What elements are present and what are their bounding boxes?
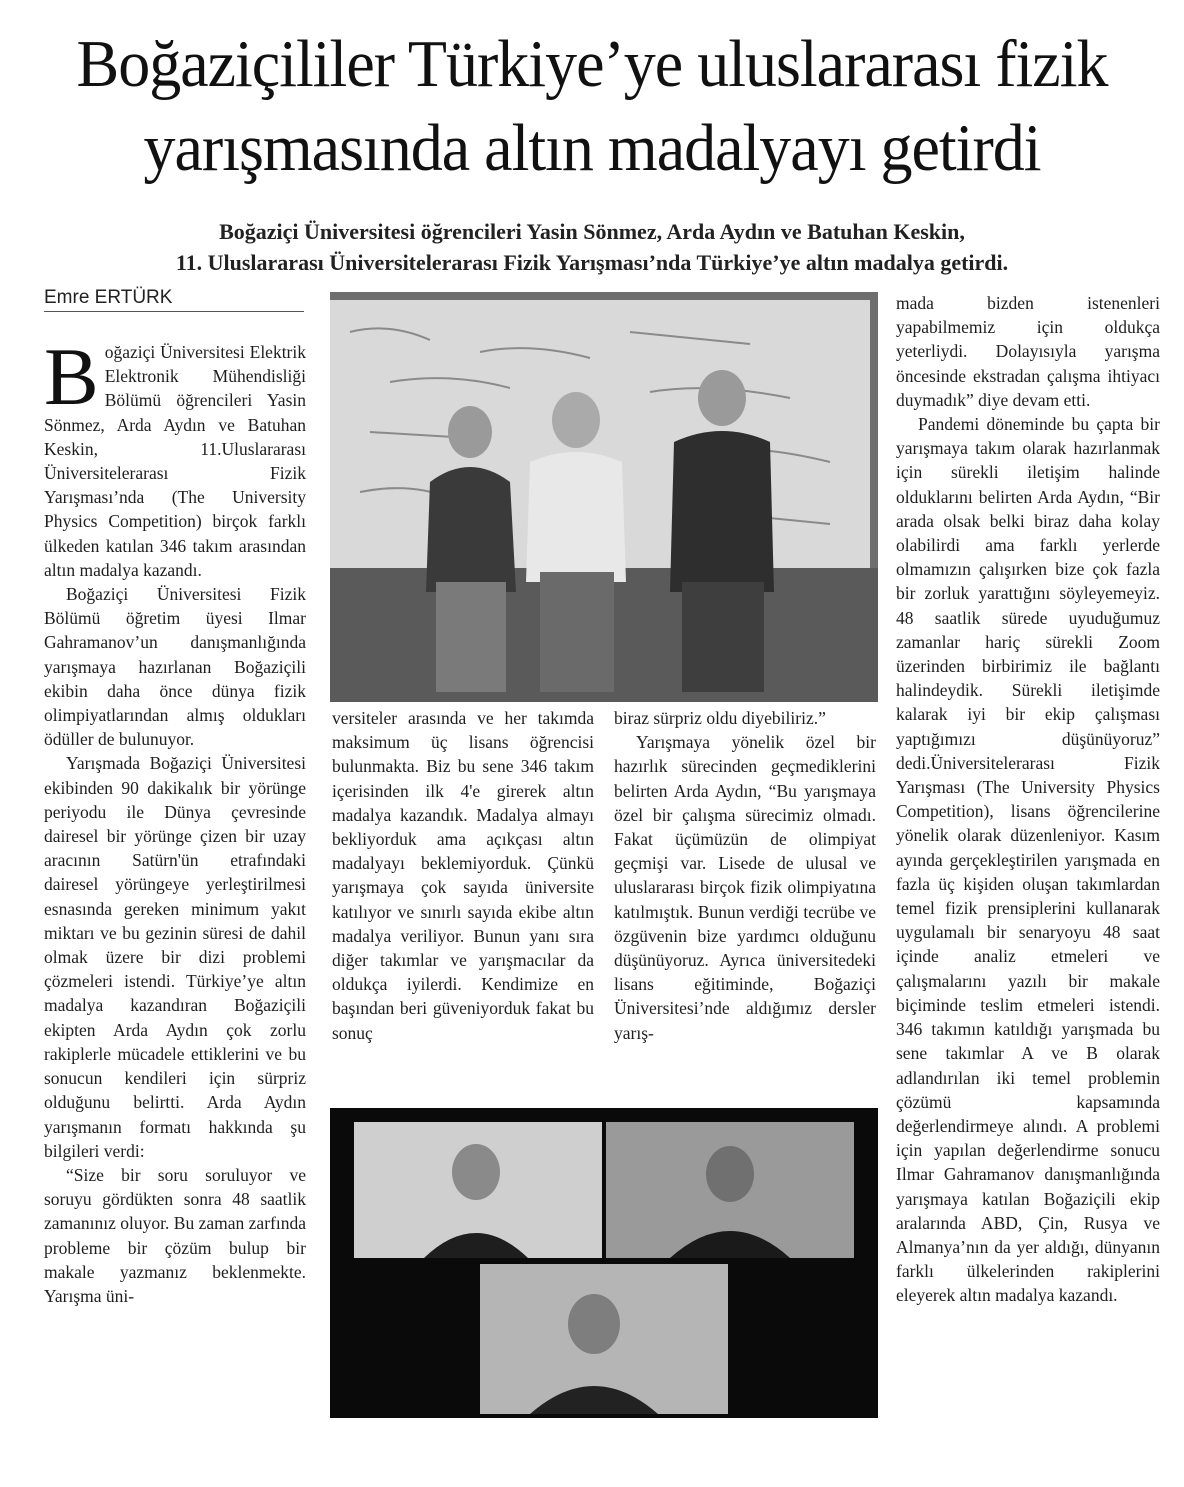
byline: Emre ERTÜRK: [44, 287, 304, 312]
paragraph: Boğaziçi Üniversitesi Fizik Bölümü öğretim üyesi Ilmar Gahramanov’un danışmanlığında yarışmaya hazırlanan Boğaziçili ekibin daha önce dünya fizik olimpiyatlarından almış oldukları ödüller de bulunuyor.: [44, 584, 306, 750]
deck-line-1: Boğaziçi Üniversitesi öğrencileri Yasin Sönmez, Arda Aydın ve Batuhan Keskin,: [219, 219, 965, 244]
paragraph: “Size bir soru soruluyor ve soruyu gördükten sonra 48 saatlik zamanınız oluyor. Bu zaman zarfında probleme bir çözüm bulup bir makale yazmanız beklenmekte. Yarışma üni-: [44, 1164, 306, 1306]
paragraph: biraz sürpriz oldu diyebiliriz.”: [614, 708, 826, 728]
dropcap: B: [44, 331, 99, 422]
paragraph: Yarışmaya yönelik özel bir hazırlık sürecinden geçmediklerini belirten Arda Aydın, “Bu yarışmaya özel bir çalışma sürecimiz olmadı. Fakat üçümüzün de olimpiyat geçmişi var. Lisede de ulusal ve uluslararası birçok fizik olimpiyatına katılmıştık. Bunun verdiği tecrübe ve özgüvenin bize yardımcı olduğunu düşünüyoruz. Ayrıca üniversitedeki lisans eğitiminde, Boğaziçi Üniversitesi’nde aldığımız dersler yarış-: [614, 732, 876, 1043]
deck-line-2: 11. Uluslararası Üniversitelerarası Fizik Yarışması’nda Türkiye’ye altın madalya getirdi.: [175, 250, 1009, 275]
headline-line-1: Boğaziçililer Türkiye’ye uluslararası fizik: [76, 26, 1108, 101]
column-1: [44, 331, 306, 1308]
paragraph: versiteler arasında ve her takımda maksimum üç lisans öğrencisi bulunmakta. Biz bu sene 346 takım içerisinden ilk 4'e girerek altın madalya kazandık. Madalya almayı bekliyorduk ama açıkçası altın madalyayı beklemiyorduk. Çünkü yarışmaya çok sayıda üniversite katılıyor ve sınırlı sayıda ekibe altın madalya veriliyor. Bunun yanı sıra diğer takımlar ve yarışmacılar da oldukça iyilerdi. Kendimize en başından beri güveniyorduk fakat bu sonuç: [332, 708, 594, 1043]
team-photo-whiteboard: [330, 292, 878, 702]
headline: [30, 22, 1154, 190]
paragraph: mada bizden istenenleri yapabilmemiz için oldukça yeterliydi. Dolayısıyla yarışma öncesinde ekstradan çalışma ihtiyacı duymadık” diye devam etti.: [896, 293, 1160, 410]
column-2: [332, 706, 594, 1045]
paragraph: Yarışmada Boğaziçi Üniversitesi ekibinden 90 dakikalık bir yörünge periyodu ile Dünya çevresinde dairesel bir yörünge çizen bir uzay aracının Satürn'ün etrafındaki dairesel yörüngeye yerleştirilmesi esnasında gereken minimum yakıt miktarı ve bu gezinin süresi de dahil olmak üzere bir dizi problemi çözmeleri istendi. Türkiye’ye altın madalya kazandıran Boğaziçili ekipten Arda Aydın çok zorlu rakiplerle mücadele ettiklerini ve bu sonucun kendileri için sürpriz olduğunu belirtti. Arda Aydın yarışmanın formatı hakkında şu bilgileri verdi:: [44, 753, 306, 1161]
column-4: [896, 291, 1160, 1308]
paragraph: Pandemi döneminde bu çapta bir yarışmaya takım olarak hazırlanmak için sürekli iletişim halinde olduklarını belirten Arda Aydın, “Bir arada olsak belki biraz daha kolay olabilirdi ama farklı yerlerde olmamızın çalışırken bize çok fazla bir zorluk yarattığını söyleyemeyiz. 48 saatlik sürede uyuduğumuz zamanlar hariç sürekli Zoom üzerinden birbirimiz ile bağlantı halindeydik. Sürekli iletişimde kalarak iyi bir ekip çalışması yaptığımızı düşünüyoruz” dedi.Üniversitelerarası Fizik Yarışması (The University Physics Competition), lisans öğrencilerine yönelik olarak düzenleniyor. Kasım ayında gerçekleştirilen yarışmada en fazla üç kişiden oluşan takımlardan temel fizik prensiplerini kullanarak uygulamalı bir senaryoyu 48 saat içinde analiz etmeleri ve çalışmalarını yazılı bir makale biçiminde teslim etmeleri istendi. 346 takımın katıldığı yarışmada bu sene takımlar A ve B olarak adlandırılan iki temel problemin çözümü kapsamında değerlendirmeye alındı. A problemi için yapılan değerlendirme sonucu Ilmar Gahramanov danışmanlığında yarışmaya katılan Boğaziçili ekip aralarında ABD, Çin, Rusya ve Almanya’nın da yer aldığı, dünyanın farklı ülkelerinden rakiplerini eleyerek altın madalya kazandı.: [896, 414, 1160, 1306]
headline-line-2: yarışmasında altın madalyayı getirdi: [143, 110, 1041, 185]
column-3: [614, 706, 876, 1045]
paragraph-text: oğaziçi Üniversitesi Elektrik Elektronik Mühendisliği Bölümü öğrencileri Yasin Sönmez, Arda Aydın ve Batuhan Keskin, 11.Uluslararası Üniversitelerarası Fizik Yarışması’nda (The University Physics Competition) birçok farklı ülkeden katılan 346 takım arasından altın madalya kazandı.: [44, 342, 306, 580]
paragraph: [44, 331, 306, 582]
zoom-screenshot-photo: [330, 1108, 878, 1418]
deck: [40, 216, 1144, 278]
